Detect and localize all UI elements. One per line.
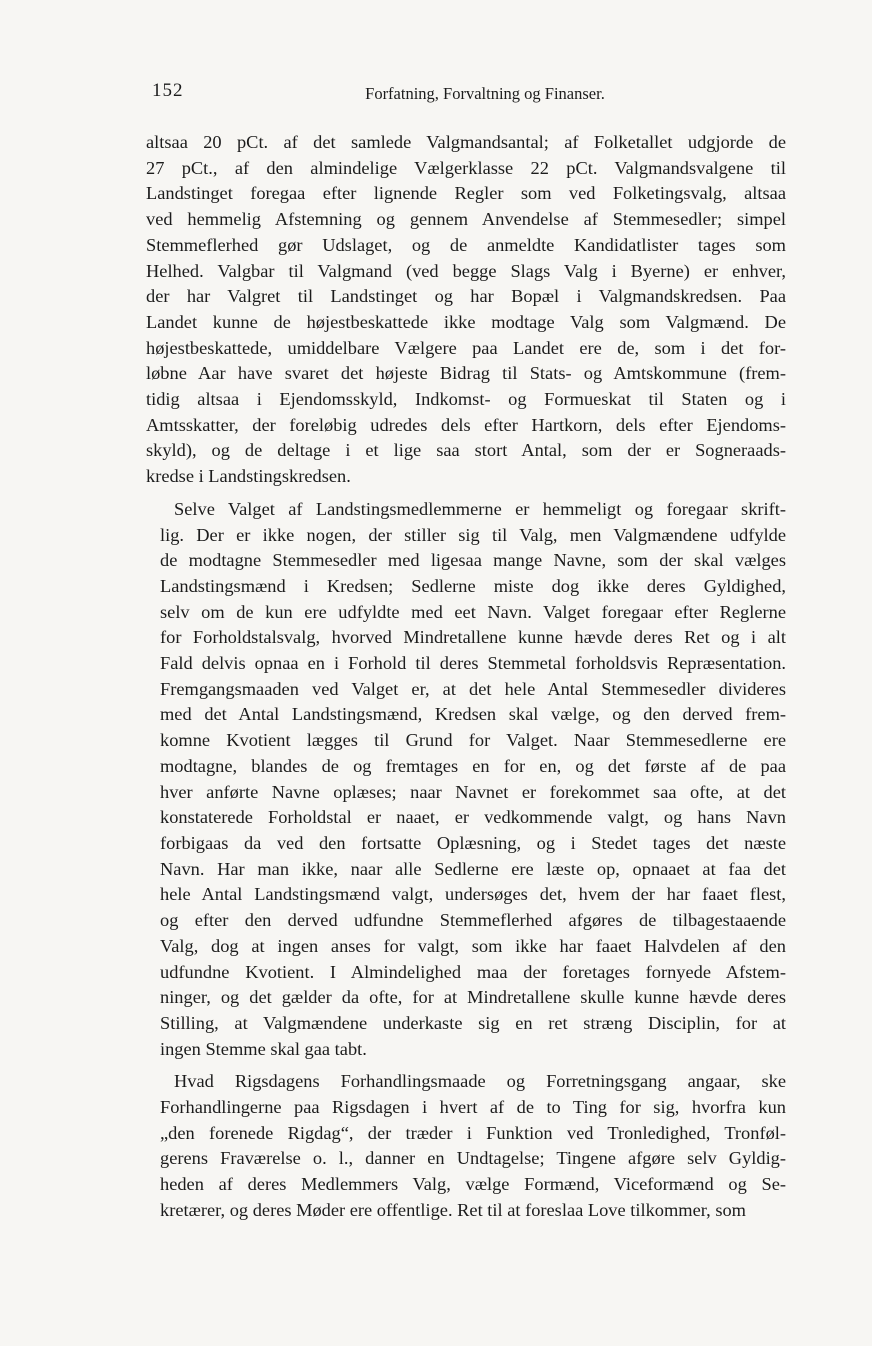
text-line: Hvad Rigsdagens Forhandlingsmaade og Forretningsgang angaar, ske bbox=[174, 1071, 786, 1092]
text-line: heden af deres Medlemmers Valg, vælge Formænd, Viceformænd og Se- bbox=[160, 1174, 786, 1195]
text-line: hele Antal Landstingsmænd valgt, undersøges det, hvem der har faaet flest, bbox=[160, 884, 786, 905]
text-line: Helhed. Valgbar til Valgmand (ved begge Slags Valg i Byerne) er enhver, bbox=[146, 260, 786, 281]
text-line: „den forenede Rigdag“, der træder i Funktion ved Tronledighed, Tronføl- bbox=[160, 1122, 786, 1143]
text-line: højestbeskattede, umiddelbare Vælgere paa Landet ere de, som i det for- bbox=[146, 337, 786, 358]
text-line: altsaa 20 pCt. af det samlede Valgmandsantal; af Folketallet udgjorde de bbox=[146, 132, 786, 152]
text-line: Landstinget foregaa efter lignende Regler som ved Folketingsvalg, altsaa bbox=[146, 183, 786, 204]
text-line: løbne Aar have svaret det højeste Bidrag til Stats- og Amtskommune (frem- bbox=[146, 363, 786, 384]
text-line: gerens Fraværelse o. l., danner en Undtagelse; Tingene afgøre selv Gyldig- bbox=[160, 1148, 786, 1169]
text-line: kredse i Landstingskredsen. bbox=[146, 466, 351, 487]
text-line: modtagne, blandes de og fremtages en for en, og det første af de paa bbox=[160, 755, 786, 776]
text-line: forbigaas da ved den fortsatte Oplæsning, og i Stedet tages det næste bbox=[160, 832, 786, 853]
text-line: Stemmeflerhed gør Udslaget, og de anmeldte Kandidatlister tages som bbox=[146, 234, 786, 255]
text-line: lig. Der er ikke nogen, der stiller sig til Valg, men Valgmændene udfylde bbox=[160, 524, 786, 545]
text-line: Selve Valget af Landstingsmedlemmerne er hemmeligt og foregaar skrift- bbox=[174, 498, 786, 519]
text-line: for Forholdstalsvalg, hvorved Mindretallene kunne hævde deres Ret og i alt bbox=[160, 627, 786, 648]
text-line: Landet kunne de højestbeskattede ikke modtage Valg som Valgmænd. De bbox=[146, 311, 786, 332]
text-line: 27 pCt., af den almindelige Vælgerklasse 22 pCt. Valgmandsvalgene til bbox=[146, 157, 786, 178]
text-line: hver anførte Navne oplæses; naar Navnet er forekommet saa ofte, at det bbox=[160, 781, 786, 802]
text-line: Navn. Har man ikke, naar alle Sedlerne ere læste op, opnaaet at faa det bbox=[160, 858, 786, 879]
text-line: med det Antal Landstingsmænd, Kredsen skal vælge, og den derved frem- bbox=[160, 704, 786, 725]
text-line: komne Kvotient lægges til Grund for Valget. Naar Stemmesedlerne ere bbox=[160, 730, 786, 751]
text-line: og efter den derved udfundne Stemmeflerhed afgøres de tilbagestaaende bbox=[160, 910, 786, 931]
text-line: ved hemmelig Afstemning og gennem Anvendelse af Stemmesedler; simpel bbox=[146, 209, 786, 230]
text-line: tidig altsaa i Ejendomsskyld, Indkomst- og Formueskat til Staten og i bbox=[146, 389, 786, 410]
text-line: Fremgangsmaaden ved Valget er, at det hele Antal Stemmesedler divideres bbox=[160, 678, 786, 699]
text-line: der har Valgret til Landstinget og har Bopæl i Valgmandskredsen. Paa bbox=[146, 286, 786, 307]
paragraph bbox=[146, 1069, 786, 1223]
text-line: ingen Stemme skal gaa tabt. bbox=[160, 1038, 367, 1059]
text-line: Valg, dog at ingen anses for valgt, som ikke har faaet Halvdelen af den bbox=[160, 935, 786, 956]
page-header bbox=[152, 80, 788, 106]
running-title: Forfatning, Forvaltning og Finanser. bbox=[365, 84, 605, 103]
paragraph bbox=[146, 130, 786, 490]
text-line: de modtagne Stemmesedler med ligesaa mange Navne, som der skal vælges bbox=[160, 550, 786, 571]
body-text bbox=[146, 130, 786, 1231]
text-line: skyld), og de deltage i et lige saa stort Antal, som der er Sogneraads- bbox=[146, 440, 786, 461]
text-line: selv om de kun ere udfyldte med eet Navn. Valget foregaar efter Reglerne bbox=[160, 601, 786, 622]
text-line: ninger, og det gælder da ofte, for at Mindretallene skulle kunne hævde deres bbox=[160, 987, 786, 1008]
text-line: Stilling, at Valgmændene underkaste sig en ret stræng Disciplin, for at bbox=[160, 1012, 786, 1033]
text-line: Amtsskatter, der foreløbig udredes dels efter Hartkorn, dels efter Ejendoms- bbox=[146, 414, 786, 435]
text-line: Forhandlingerne paa Rigsdagen i hvert af de to Ting for sig, hvorfra kun bbox=[160, 1097, 786, 1118]
text-line: Fald delvis opnaa en i Forhold til deres Stemmetal forholdsvis Repræsentation. bbox=[160, 653, 786, 674]
text-line: kretærer, og deres Møder ere offentlige. Ret til at foreslaa Love tilkommer, som bbox=[160, 1199, 746, 1220]
text-line: konstaterede Forholdstal er naaet, er vedkommende valgt, og hans Navn bbox=[160, 807, 786, 828]
text-line: Landstingsmænd i Kredsen; Sedlerne miste dog ikke deres Gyldighed, bbox=[160, 575, 786, 596]
text-line: udfundne Kvotient. I Almindelighed maa der foretages fornyede Afstem- bbox=[160, 961, 786, 982]
page-number: 152 bbox=[152, 80, 184, 101]
paragraph bbox=[146, 497, 786, 1062]
